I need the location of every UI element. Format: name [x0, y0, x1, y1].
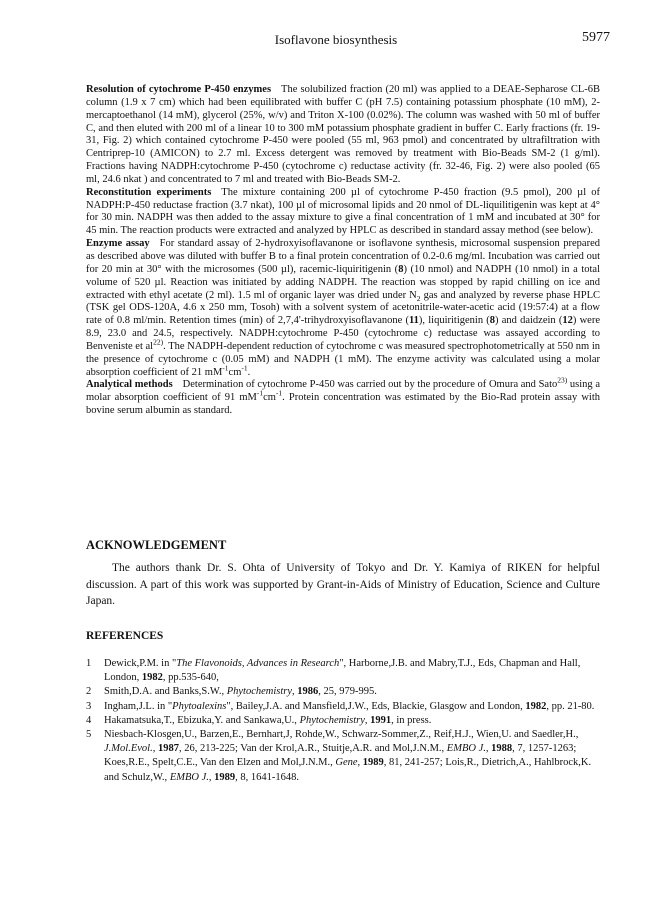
run-in-heading: Reconstitution experiments	[86, 186, 212, 198]
paragraph-text: .	[247, 366, 251, 378]
ref-part: , 26, 213-225; Van der Krol,A.R., Stuitje,A.R. and Mol,J.N.M.,	[178, 743, 447, 755]
compound-number: 12	[562, 315, 573, 327]
page-number: 5977	[582, 30, 610, 45]
ref-part: , pp.535-640,	[162, 672, 219, 684]
ref-year: 1987	[157, 743, 179, 755]
paragraph-text: The solubilized fraction (20 ml) was applied to a DEAE-Sepharose CL-6B column (1.9 x 7 cm) which had been equilibrated with buffer C (pH 7.5) containing potassium phosphate (10 mM), 2-mercaptoethanol (14 mM), glycerol (25%, w/v) and Triton X-100 (0.02%). The column was washed with 50 ml of buffer C, and then eluted with 200 ml of a linear 10 to 300 mM potassium phosphate gradient in buffer C. Early fractions (fr. 19-31, Fig. 2) which contained cytochrome P-450 were pooled (55 ml, 963 pmol) and concentrated by ultrafiltration with Centriprep-10 (AMICON) to 2.7 ml. Excess detergent was removed by treatment with Bio-Beads SM-2 (1 g/ml). Fractions having NADPH:cytochrome P-450 (cytochrome c) reductase activity (fr. 32-46, Fig. 2) were also pooled (65 ml, 24.6 nkat ) and concentrated to 7 ml and treated with Bio-Beads SM-2.	[86, 84, 601, 185]
superscript: -1	[241, 363, 248, 373]
citation-superscript: 22)	[153, 337, 164, 347]
ref-year: 1982	[525, 700, 547, 712]
paragraph-text: using a molar absorption coefficient of 91 mM	[86, 379, 601, 404]
reference-text	[104, 657, 600, 685]
reference-text	[104, 728, 600, 785]
ref-title: Phytoalexins	[172, 700, 227, 712]
compound-number: 8	[489, 315, 496, 327]
ref-journal: Gene	[335, 757, 358, 769]
paragraph-text: Determination of cytochrome P-450 was carried out by the procedure of Omura and Sato	[182, 379, 558, 391]
ref-part: ", Bailey,J.A. and Mansfield,J.W., Eds, Blackie, Glasgow and London,	[226, 700, 526, 712]
acknowledgement-text: The authors thank Dr. S. Ohta of University of Tokyo and Dr. Y. Kamiya of RIKEN for helpful discussion. A part of this work was supported by Grant-in-Aids of Ministry of Education, Science and Culture Japan.	[86, 562, 600, 607]
paragraph-text: gas and analyzed by reverse phase HPLC (TSK gel ODS-120A, 4.6 x 250 mm, Tosoh) with a solvent system of acetonitrile-water-acetic acid (19:57:4) at a flow rate of 0.8 ml/min. Retention times (min) of 2,7,4'-trihydroxyisoflavanone (	[86, 289, 600, 327]
citation-superscript: 23)	[557, 375, 568, 385]
ref-part: ", Harborne,J.B. and Mabry,T.J., Eds, Chapman and Hall, London,	[104, 658, 581, 684]
paragraph-text: ) were 8.9, 23.0 and 24.5, respectively. NADPH:cytochrome P-450 (cytochrome c) reductase was assayed according to Benveniste et al	[86, 315, 600, 352]
ref-part: Hakamatsuka,T., Ebizuka,Y. and Sankawa,U.,	[104, 714, 300, 726]
compound-number: 8	[398, 263, 404, 275]
ref-part: ,	[152, 743, 158, 755]
superscript: -1	[222, 363, 229, 373]
ref-year: 1982	[141, 672, 163, 684]
paragraph-enzyme-assay	[86, 238, 600, 379]
ref-title: The Flavonoids, Advances in Research	[176, 658, 340, 669]
paragraph-text: ) (10 nmol) and NADPH (10 nmol) in a total volume of 520 µl. Reaction was initiated by adding NADPH. The reaction was stopped by rapid chilling on ice and extracted with ethyl acetate (2 ml). 1.5 ml of organic layer was dried under N	[86, 263, 600, 301]
ref-part: ,	[208, 771, 215, 783]
ref-part: Dewick,P.M. in "	[104, 658, 177, 669]
ref-part: ,	[357, 757, 363, 769]
ref-part: Smith,D.A. and Banks,S.W.,	[104, 686, 227, 698]
ref-part: ,	[364, 714, 371, 726]
ref-part: Niesbach-Klosgen,U., Barzen,E., Bernhart,J, Rohde,W., Schwarz-Sommer,Z., Reif,H.J., Wien,U. and Saedler,H.,	[104, 729, 579, 741]
ref-year: 1986	[297, 686, 319, 698]
methods-section	[86, 84, 600, 418]
ref-part: , pp. 21-80.	[546, 700, 595, 712]
ref-part: , 7, 1257-1263; Koes,R.E., Spelt,C.E., Van den Elzen and Mol,J.N.M.,	[104, 743, 577, 769]
ref-part: ,	[292, 686, 298, 698]
paragraph-analytical	[86, 375, 601, 418]
run-in-heading: Analytical methods	[86, 379, 173, 391]
reference-number: 3	[86, 700, 92, 712]
paragraph-text: cm	[228, 366, 242, 378]
paragraph-text: cm	[263, 392, 276, 404]
paragraph-text: ) and daidzein (	[495, 315, 563, 327]
reference-text	[104, 685, 600, 699]
acknowledgement-heading: ACKNOWLEDGEMENT	[86, 538, 227, 552]
reference-text	[104, 700, 600, 714]
paragraph-text: . The NADPH-dependent reduction of cytochrome c was measured spectrophotometrically at 550 nm in the presence of cytochrome c (0.05 mM) and NADPH (1 mM). The enzyme activity was calculated using a molar absorption coefficient of 21 mM	[86, 340, 600, 378]
reference-number: 1	[86, 658, 92, 669]
run-in-heading: Resolution of cytochrome P-450 enzymes	[86, 84, 272, 95]
reference-list	[86, 657, 600, 785]
reference-item	[86, 685, 600, 699]
ref-journal: J.Mol.Evol.	[104, 743, 153, 755]
ref-year: 1989	[362, 757, 384, 769]
ref-journal: EMBO J.	[169, 771, 209, 783]
paragraph-text: The mixture containing 200 µl of cytochrome P-450 fraction (9.5 pmol), 200 µl of NADPH:P-450 reductase fraction (3.7 nkat), 100 µl of microsomal lipids and 20 nmol of DL-liquilitigenin was kept at 4° for 30 min. NADPH was then added to the assay mixture to give a final concentration of 1 mM and incubated at 30° for 45 min. The reaction products were extracted and analyzed by HPLC as described in standard assay method (see below).	[86, 186, 600, 237]
ref-part: , 8, 1641-1648.	[235, 771, 300, 783]
ref-part: , 25, 979-995.	[318, 686, 377, 698]
reference-number: 2	[86, 686, 92, 698]
reference-item	[86, 714, 600, 728]
ref-part: ,	[485, 743, 492, 755]
paragraph-text: For standard assay of 2-hydroxyisoflavanone or isoflavone synthesis, microsomal suspension prepared as described above was diluted with buffer B to a final protein concentration of 0.2-0.6 mg/ml. Incubation was carried out for 20 min at 30° with the microsomes (500 µl), racemic-liquiritigenin (	[86, 238, 600, 275]
paragraph-text: ), liquiritigenin (	[418, 315, 490, 327]
ref-journal: Phytochemistry	[299, 714, 365, 726]
reference-item	[86, 700, 600, 714]
reference-number: 5	[86, 729, 92, 741]
references-heading: REFERENCES	[86, 630, 164, 642]
reference-number: 4	[86, 714, 92, 726]
subscript: 2	[416, 293, 421, 303]
reference-text	[104, 714, 600, 728]
superscript: -1	[256, 388, 264, 398]
compound-number: 11	[408, 315, 419, 327]
running-title: Isoflavone biosynthesis	[274, 32, 398, 47]
ref-part: , 81, 241-257; Lois,R., Dietrich,A., Hahlbrock,K. and Schulz,W.,	[104, 757, 592, 783]
superscript: -1	[275, 388, 283, 398]
ref-year: 1991	[370, 714, 392, 726]
paragraph-reconstitution	[86, 187, 600, 238]
ref-part: , in press.	[391, 714, 432, 726]
paragraph-resolution	[86, 84, 600, 187]
reference-item	[86, 728, 600, 785]
ref-part: Ingham,J.L. in "	[104, 700, 173, 712]
ref-year: 1988	[491, 743, 513, 755]
run-in-heading: Enzyme assay	[86, 238, 150, 250]
ref-year: 1989	[214, 771, 236, 783]
ref-journal: Phytochemistry	[226, 686, 293, 698]
reference-item	[86, 657, 600, 685]
ref-journal: EMBO J.	[446, 743, 486, 755]
paragraph-text: . Protein concentration was estimated by the Bio-Rad protein assay with bovine serum albumin as standard.	[86, 392, 600, 417]
